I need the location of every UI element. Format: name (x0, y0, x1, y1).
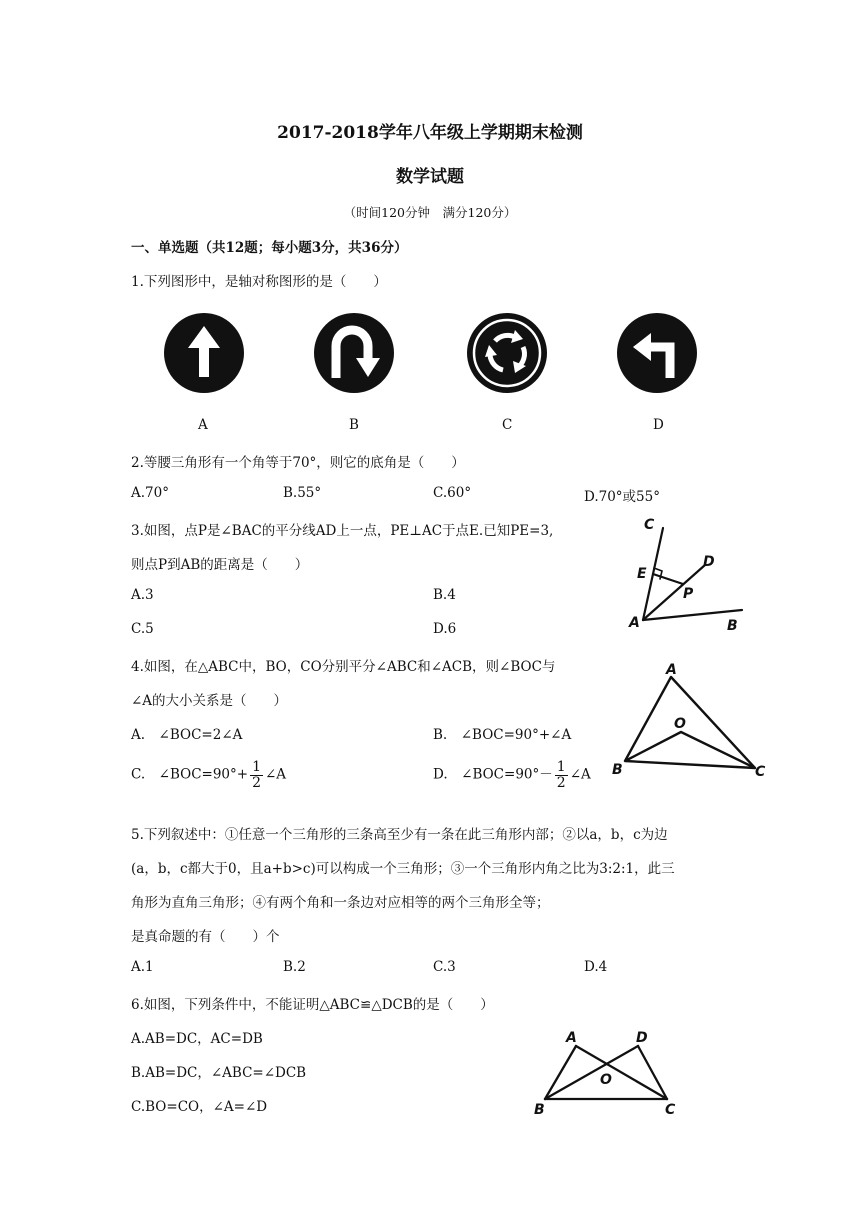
q6-option-a: A.AB=DC，AC=DB (131, 1031, 263, 1047)
q3-option-b: B.4 (433, 587, 456, 603)
fraction-numerator: 1 (252, 759, 261, 775)
turn-left-sign-icon (615, 311, 699, 395)
label-a: A (629, 615, 640, 631)
q6-option-c: C.BO=CO，∠A=∠D (131, 1099, 268, 1115)
q3-option-d: D.6 (433, 621, 457, 637)
q2-option-a: A.70° (131, 485, 169, 501)
q5-option-d: D.4 (584, 959, 608, 975)
q1-label-b: B (349, 417, 359, 433)
question-2-stem: 2.等腰三角形有一个角等于70°，则它的底角是（ ） (131, 455, 465, 471)
label-c: C (644, 517, 655, 533)
q4-option-b: B. ∠BOC=90°+∠A (433, 727, 572, 743)
q1-label-a: A (198, 417, 208, 433)
fraction-denominator: 2 (556, 774, 566, 791)
q4-option-d-suffix: ∠A (569, 766, 591, 783)
label-d: D (636, 1030, 648, 1046)
exam-subtitle: 数学试题 (396, 167, 464, 187)
fraction-numerator: 1 (556, 759, 566, 775)
fraction-denominator: 2 (252, 774, 261, 791)
triangle-bisector-figure (610, 663, 770, 781)
label-c: C (755, 764, 766, 780)
label-e: E (637, 566, 647, 582)
straight-arrow-sign-icon (162, 311, 246, 395)
q4-option-a: A. ∠BOC=2∠A (131, 727, 243, 743)
label-o: O (600, 1072, 612, 1088)
q4-option-d-text: D. ∠BOC=90°－ (433, 766, 553, 783)
section-heading: 一、单选题（共12题；每小题3分，共36分） (131, 240, 408, 256)
question-6-stem: 6.如图，下列条件中，不能证明△ABC≌△DCB的是（ ） (131, 997, 494, 1013)
question-3-stem-line1: 3.如图，点P是∠BAC的平分线AD上一点，PE⊥AC于点E.已知PE=3, (131, 523, 554, 539)
q4-option-c-suffix: ∠A (265, 766, 287, 783)
q6-option-b: B.AB=DC，∠ABC=∠DCB (131, 1065, 307, 1081)
q2-option-d: D.70°或55° (584, 489, 660, 505)
label-a: A (566, 1030, 577, 1046)
fraction-half (250, 760, 263, 790)
label-a: A (666, 663, 677, 678)
question-5-line1: 5.下列叙述中：①任意一个三角形的三条高至少有一条在此三角形内部；②以a，b，c为边 (131, 827, 668, 843)
angle-bisector-figure (605, 510, 755, 635)
q4-option-d (433, 760, 591, 790)
q3-option-a: A.3 (131, 587, 154, 603)
q5-option-c: C.3 (433, 959, 456, 975)
q4-option-c (131, 760, 286, 790)
q5-option-b: B.2 (283, 959, 306, 975)
question-1-stem: 1.下列图形中，是轴对称图形的是（ ） (131, 274, 387, 290)
question-3-stem-line2: 则点P到AB的距离是（ ） (131, 557, 309, 573)
label-c: C (665, 1102, 676, 1118)
q4-option-c-text: C. ∠BOC=90°+ (131, 766, 249, 783)
question-4-stem-line1: 4.如图，在△ABC中，BO，CO分别平分∠ABC和∠ACB，则∠BOC与 (131, 659, 556, 675)
question-5-line3: 角形为直角三角形；④有两个角和一条边对应相等的两个三角形全等； (131, 895, 550, 911)
roundabout-sign-icon (465, 311, 549, 395)
question-5-line4: 是真命题的有（ ）个 (131, 929, 280, 945)
q2-option-c: C.60° (433, 485, 472, 501)
fraction-half (555, 760, 568, 790)
label-p: P (683, 586, 694, 602)
label-o: O (674, 716, 686, 732)
label-b: B (534, 1102, 545, 1118)
q1-label-d: D (653, 417, 664, 433)
q2-option-b: B.55° (283, 485, 322, 501)
q1-label-c: C (502, 417, 513, 433)
question-4-stem-line2: ∠A的大小关系是（ ） (131, 693, 288, 709)
right-angle-mark (654, 568, 662, 579)
question-5-line2: (a，b，c都大于0，且a+b>c)可以构成一个三角形；③一个三角形内角之比为3:2:1，此三 (131, 861, 675, 877)
congruent-triangles-figure (528, 1026, 688, 1118)
label-b: B (727, 618, 738, 634)
label-d: D (703, 554, 715, 570)
label-b: B (612, 762, 623, 778)
u-turn-sign-icon (312, 311, 396, 395)
segment-pe (653, 574, 683, 584)
q5-option-a: A.1 (131, 959, 154, 975)
triangle-abc (625, 677, 755, 768)
exam-title: 2017-2018学年八年级上学期期末检测 (277, 123, 583, 143)
q3-option-c: C.5 (131, 621, 154, 637)
exam-meta: （时间120分钟 满分120分） (343, 205, 517, 220)
